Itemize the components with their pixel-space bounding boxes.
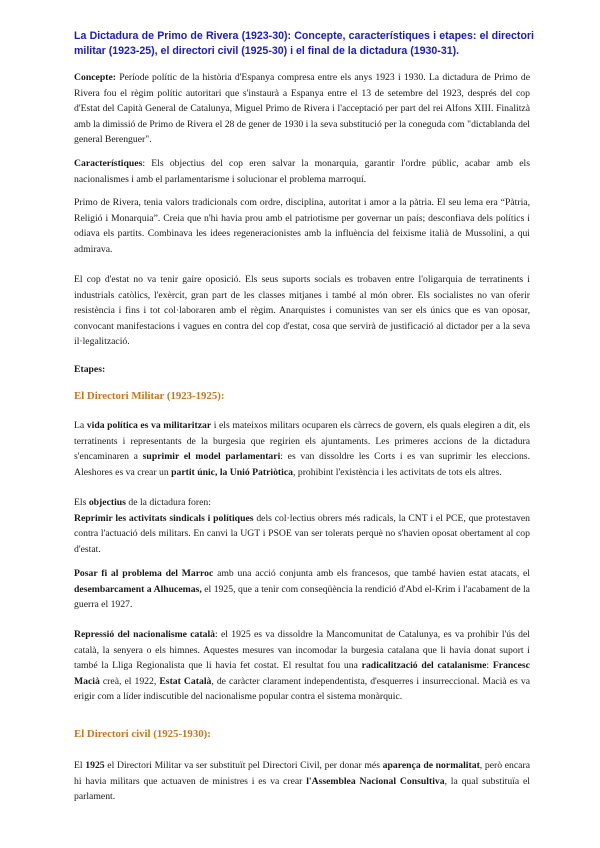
- bold-run: Francesc Macià: [74, 660, 530, 687]
- text-run: el 1925, que a tenir com conseqüència la rendició d'Abd el-Krim i l'acabament de la guerra el 1927.: [74, 583, 530, 611]
- text-run: :: [486, 660, 493, 672]
- bold-run: partit únic, la Unió Patriòtica: [171, 466, 293, 478]
- text-run: La: [74, 420, 87, 431]
- bold-run: Reprimir les activitats sindicals i polítiques: [74, 512, 254, 524]
- text-run: El: [74, 760, 86, 771]
- bold-run: Posar fi al problema del Marroc: [74, 568, 214, 579]
- text-run: amb una acció conjunta amb els francesos, que també havien estat atacats, el: [213, 568, 530, 579]
- bold-run: radicalització del catalanisme: [361, 660, 487, 672]
- bold-run: objectius: [88, 497, 126, 508]
- directori-militar-heading: El Directori Militar (1923-1925):: [74, 390, 225, 402]
- directori-civil-paragraph-1: [74, 758, 530, 805]
- bold-run: aparença de normalitat: [382, 760, 480, 771]
- bold-run: vida política es va militaritzar: [86, 420, 212, 431]
- directori-civil-heading: El Directori civil (1925-1930):: [74, 728, 211, 740]
- bold-run: Estat Català: [159, 675, 212, 687]
- caracteristiques-paragraph: [74, 156, 530, 187]
- bold-run: 1925: [85, 760, 105, 771]
- concepte-text: Període polític de la història d'Espanya compresa entre els anys 1923 i 1930. La dictadura de Primo de Rivera fou el règim polític autoritari que s'instaurà a Espanya entre el 13 de setembre del 1923, després del cop d'Estat del Capità General de Catalunya, Miguel Primo de Rivera i l'acceptació per part del rei Alfons XIII. Finalitzà amb la dimissió de Primo de Rivera el 28 de gener de 1930 i la seva substitució per la coneguda com "dictablanda del general Berenguer".: [74, 72, 530, 146]
- text-run: , de caràcter clarament independentista, d'esquerres i insurreccional. Macià es va erigir com a líder indiscutible del nacionalisme popular contra el sistema monàrquic.: [74, 675, 530, 703]
- directori-militar-marroc: [74, 566, 530, 613]
- text-run: , la qual substituïa el parlament.: [74, 775, 530, 803]
- text-run: , però encara hi havia militars que actuaven de ministres i es va crear: [74, 760, 531, 787]
- document-title: La Dictadura de Primo de Rivera (1923-30): Concepte, característiques i etapes: el directori militar (1923-25), el directori civil (1925-30) i el final de la dictadura (1930-31).: [74, 30, 534, 57]
- directori-militar-objectius: [74, 495, 530, 557]
- directori-militar-repressio: [74, 627, 530, 705]
- text-run: Els: [74, 497, 89, 508]
- bold-run: desembarcament a Alhucemas,: [74, 583, 202, 595]
- caracteristiques-paragraph-3: El cop d'estat no va tenir gaire oposició. Els seus suports socials es trobaven entre l'oligarquia de terratinents i industrials catòlics, l'exèrcit, gran part de les classes mitjanes i també al món obrer. Els socialistes no van oferir resistència i fins i tot col·laboraren amb el règim. Anarquistes i comunistes van ser els únics que es van oposar, convocant manifestacions i vagues en contra del cop d'estat, cosa que servirà de justificació al dictador per a la seva il·legalització.: [74, 274, 530, 348]
- text-run: el Directori Militar va ser substituït pel Directori Civil, per donar més: [104, 760, 383, 771]
- etapes-label: Etapes:: [74, 364, 106, 375]
- text-run: : es van dissoldre les Corts i es van suprimir les eleccions. Aleshores es va crear un: [74, 451, 530, 478]
- bold-run: Repressió del nacionalisme català: [74, 629, 216, 640]
- text-run: dels col·lectius obrers més radicals, la CNT i el PCE, que protestaven contra l'actuació dels militars. En canvi la UGT i PSOE van ser tolerats perquè no s'havien oposat obertament al cop d'estat.: [74, 512, 530, 555]
- text-run: i els mateixos militars ocuparen els càrrecs de govern, els quals elegiren a dit, els terratinents i representants de la burgesia que regirien els ajuntaments. Les primeres accions de la dictadura s'encaminaren a: [74, 420, 531, 463]
- concepte-paragraph: [74, 70, 530, 148]
- text-run: : el 1925 es va dissoldre la Mancomunitat de Catalunya, es va prohibir l'ús del català, la senyera o els himnes. Aquestes mesures van incomodar la burgesia catalana que li havia donat suport i també la Lliga Regionalista que li havia fet costat. El resultat fou una: [74, 629, 530, 672]
- caracteristiques-text: : Els objectius del cop eren salvar la monarquia, garantir l'ordre públic, acabar amb els nacionalismes i amb el parlamentarisme i solucionar el problema marroquí.: [74, 158, 530, 185]
- text-run: de la dictadura foren:: [125, 497, 211, 508]
- bold-run: l'Assemblea Nacional Consultiva: [306, 775, 445, 787]
- caracteristiques-label: Característiques: [74, 158, 143, 169]
- text-run: creà, el 1922,: [99, 675, 160, 687]
- concepte-label: Concepte:: [74, 72, 116, 83]
- directori-militar-paragraph-1: [74, 418, 530, 480]
- text-run: , prohibint l'existència i les activitats de tots els altres.: [293, 466, 502, 478]
- bold-run: suprimir el model parlamentari: [142, 451, 281, 463]
- caracteristiques-paragraph-2: Primo de Rivera, tenia valors tradicionals com ordre, disciplina, autoritat i amor a la pàtria. El seu lema era “Pàtria, Religió i Monarquia”. Creia que n'hi havia prou amb el patriotisme per governar un país; desconfiava dels polítics i odiava els partits. Combinava les idees regeneracionistes amb la influència del feixisme italià de Mussolini, a qui admirava.: [74, 197, 530, 255]
